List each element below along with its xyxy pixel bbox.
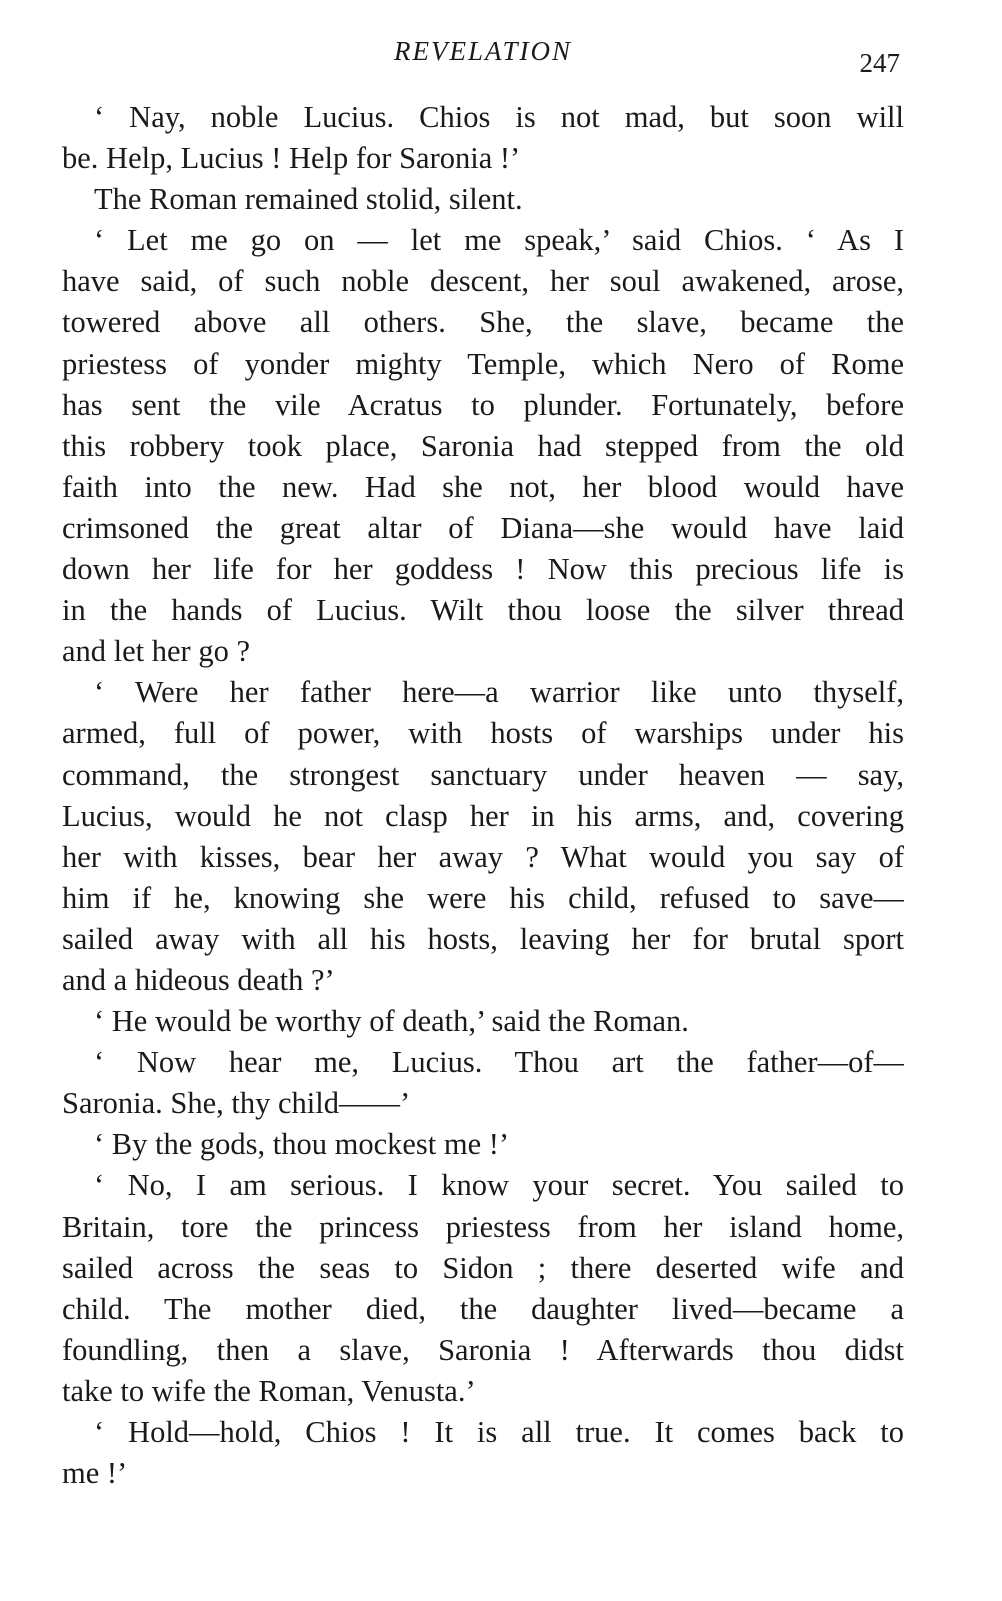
text-line: this robbery took place, Saronia had stepped from the old: [62, 428, 904, 463]
text-line: and a hideous death ?’: [62, 962, 335, 997]
text-line: ‘ He would be worthy of death,’ said the Roman.: [94, 1004, 689, 1039]
text-line: Lucius, would he not clasp her in his arms, and, covering: [62, 798, 904, 833]
text-line: have said, of such noble descent, her soul awakened, arose,: [62, 264, 904, 299]
text-line: sailed across the seas to Sidon ; there deserted wife and: [62, 1250, 904, 1285]
text-line: foundling, then a slave, Saronia ! Afterwards thou didst: [62, 1332, 904, 1367]
text-line: ‘ Now hear me, Lucius. Thou art the father—of—: [94, 1045, 904, 1080]
text-line: priestess of yonder mighty Temple, which Nero of Rome: [62, 346, 904, 381]
page-number: 247: [859, 48, 900, 78]
text-line: Saronia. She, thy child——’: [62, 1086, 411, 1121]
page-header: [62, 36, 904, 76]
body-text: [62, 97, 904, 1494]
text-line: down her life for her goddess ! Now this precious life is: [62, 552, 904, 587]
text-line: has sent the vile Acratus to plunder. Fortunately, before: [62, 387, 904, 422]
text-line: Britain, tore the princess priestess from her island home,: [62, 1209, 904, 1244]
text-line: ‘ Were her father here—a warrior like unto thyself,: [94, 675, 904, 710]
text-line: me !’: [62, 1456, 128, 1491]
text-line: The Roman remained stolid, silent.: [94, 182, 523, 217]
text-line: her with kisses, bear her away ? What would you say of: [62, 839, 904, 874]
text-line: ‘ By the gods, thou mockest me !’: [94, 1127, 510, 1162]
text-line: ‘ Nay, noble Lucius. Chios is not mad, but soon will: [94, 100, 904, 134]
text-line: child. The mother died, the daughter lived—became a: [62, 1291, 904, 1326]
text-line: in the hands of Lucius. Wilt thou loose the silver thread: [62, 593, 904, 628]
text-line: crimsoned the great altar of Diana—she would have laid: [62, 510, 904, 545]
text-line: and let her go ?: [62, 634, 251, 669]
text-line: ‘ Let me go on — let me speak,’ said Chios. ‘ As I: [94, 223, 904, 258]
text-line: armed, full of power, with hosts of warships under his: [62, 716, 904, 751]
text-line: him if he, knowing she were his child, refused to save—: [62, 880, 904, 915]
text-line: sailed away with all his hosts, leaving her for brutal sport: [62, 921, 904, 956]
text-line: ‘ Hold—hold, Chios ! It is all true. It comes back to: [94, 1415, 904, 1449]
text-line: take to wife the Roman, Venusta.’: [62, 1373, 476, 1408]
text-line: be. Help, Lucius ! Help for Saronia !’: [62, 141, 521, 176]
running-head: REVELATION: [394, 36, 572, 66]
text-line: faith into the new. Had she not, her blood would have: [62, 469, 904, 504]
text-line: command, the strongest sanctuary under heaven — say,: [62, 757, 904, 792]
text-line: ‘ No, I am serious. I know your secret. You sailed to: [94, 1168, 904, 1203]
text-line: towered above all others. She, the slave, became the: [62, 305, 904, 340]
